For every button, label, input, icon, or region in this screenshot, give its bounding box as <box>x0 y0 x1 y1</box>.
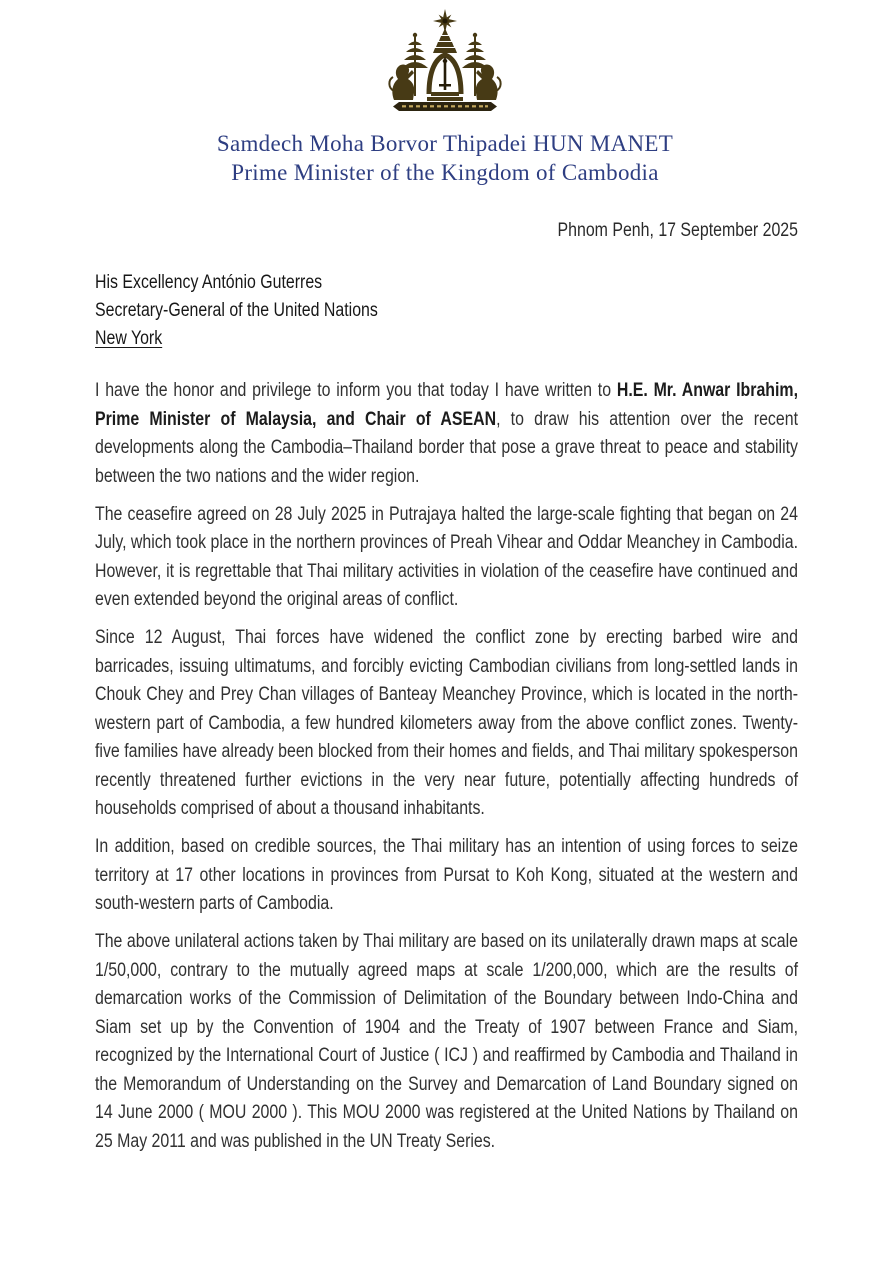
body-paragraph <box>95 501 798 615</box>
letter-body <box>95 377 798 1156</box>
cambodia-royal-arms-icon <box>0 8 890 112</box>
letterhead-title: Samdech Moha Borvor Thipadei HUN MANET <box>216 131 674 156</box>
text-run: The ceasefire agreed on 28 July 2025 in Putrajaya halted the large-scale fighting that began on 24 July, which took place in the northern provinces of Preah Vihear and Oddar Meanchey in Cambodia. However, it is regrettable that Thai military activities in violation of the ceasefire have continued and even extended beyond the original areas of conflict. <box>95 503 798 610</box>
text-run: , to draw his attention over the recent developments along the Cambodia–Thailand border that pose a grave threat to peace and stability between the two nations and the wider region. <box>95 408 798 487</box>
letterhead-subtitle: Prime Minister of the Kingdom of Cambodia <box>231 160 659 185</box>
text-run: The above unilateral actions taken by Thai military are based on its unilaterally drawn maps at scale 1/50,000, contrary to the mutually agreed maps at scale 1/200,000, which are the results of demarcation works of the Commission of Delimitation of the Boundary between Indo-China and Siam set up by the Convention of 1904 and the Treaty of 1907 between France and Siam, recognized by the International Court of Justice ( ICJ ) and reaffirmed by Cambodia and Thailand in the Memorandum of Understanding on the Survey and Demarcation of Land Boundary signed on 14 June 2000 ( MOU 2000 ). This MOU 2000 was registered at the United Nations by Thailand on 25 May 2011 and was published in the UN Treaty Series. <box>95 931 798 1152</box>
body-paragraph <box>95 624 798 824</box>
addressee-block <box>95 269 798 353</box>
body-paragraph <box>95 377 798 491</box>
letter-content <box>95 217 798 1156</box>
date-line: Phnom Penh, 17 September 2025 <box>557 220 798 241</box>
body-paragraph <box>95 833 798 919</box>
addressee-city: New York <box>95 328 163 349</box>
addressee-title: Secretary-General of the United Nations <box>95 300 378 321</box>
addressee-name: His Excellency António Guterres <box>95 272 323 293</box>
bold-text-run: H.E. Mr. Anwar Ibrahim, Prime Minister of Malaysia, and Chair of ASEAN <box>95 380 798 430</box>
body-paragraph <box>95 928 798 1156</box>
text-run: I have the honor and privilege to inform you that today I have written to <box>95 380 617 401</box>
letterhead <box>0 0 890 187</box>
text-run: In addition, based on credible sources, the Thai military has an intention of using forces to seize territory at 17 other locations in provinces from Pursat to Koh Kong, situated at the western and south-western parts of Cambodia. <box>95 836 798 914</box>
text-run: Since 12 August, Thai forces have widened the conflict zone by erecting barbed wire and barricades, issuing ultimatums, and forcibly evicting Cambodian civilians from long-settled lands in Chouk Chey and Prey Chan villages of Banteay Meanchey Province, which is located in the north-western part of Cambodia, a few hundred kilometers away from the above conflict zones. Twenty-five families have already been blocked from their homes and fields, and Thai military spokesperson recently threatened further evictions in the very near future, potentially affecting hundreds of households comprised of about a thousand inhabitants. <box>95 627 798 819</box>
